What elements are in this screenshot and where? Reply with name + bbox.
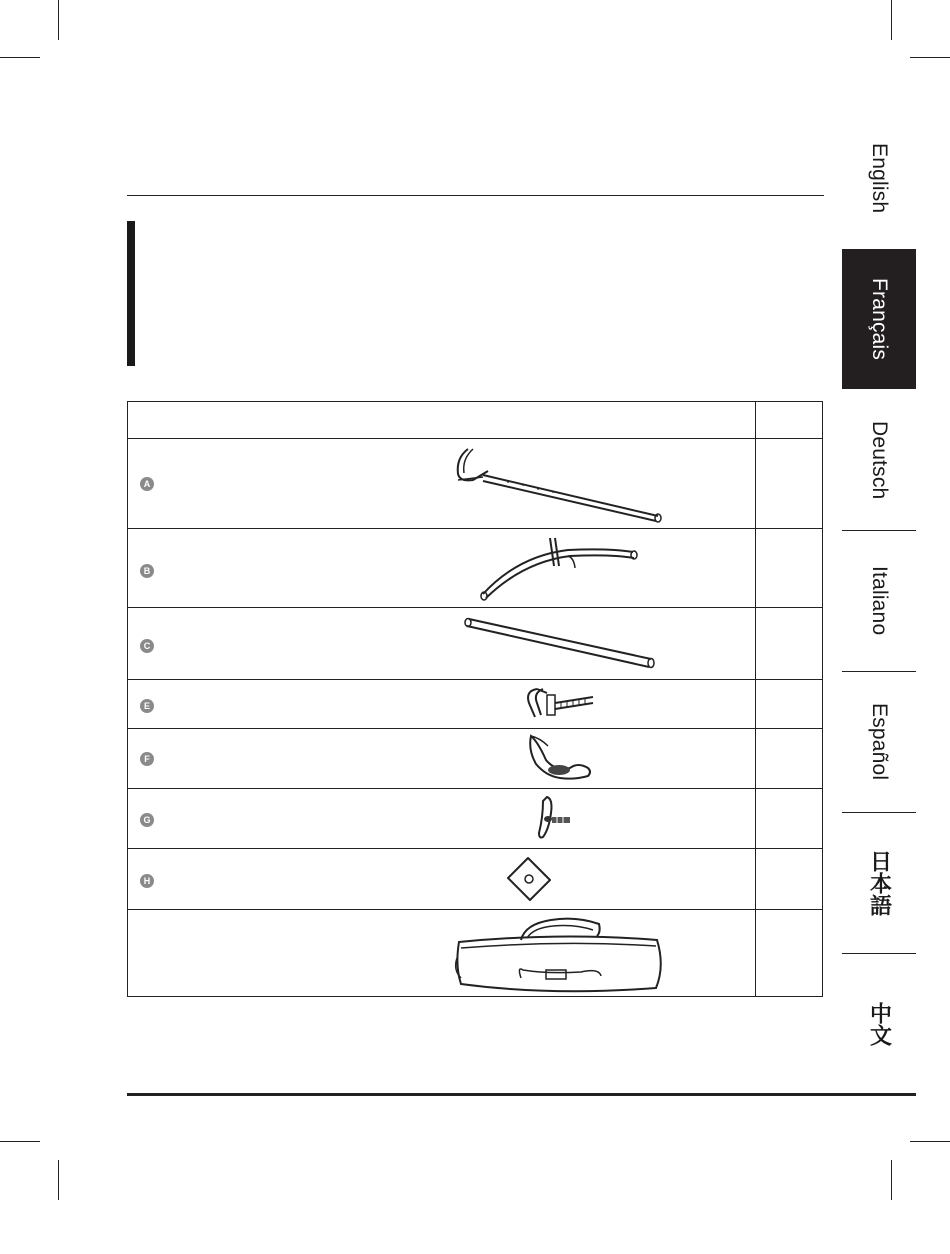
crop-mark [58, 0, 59, 40]
hook-bolt-icon [523, 685, 603, 725]
stand-base-arm-icon [453, 444, 668, 524]
tab-italiano[interactable] [842, 531, 916, 671]
parts-table [127, 401, 823, 997]
crop-mark [0, 1141, 40, 1142]
table-row-line [128, 528, 822, 529]
tab-chinese[interactable] [842, 954, 916, 1094]
table-row-line [128, 438, 822, 439]
language-tabs [842, 108, 916, 1098]
table-row-line [128, 848, 822, 849]
crop-mark [0, 57, 40, 58]
part-label-b: B [140, 564, 154, 578]
quantity-column-divider [755, 402, 756, 996]
tab-label: 中文 [866, 1002, 892, 1046]
tab-label: 日本語 [866, 850, 892, 916]
part-label-e: E [140, 699, 154, 713]
crop-mark [58, 1160, 59, 1200]
tab-label: Italiano [868, 566, 891, 636]
thumb-screw-icon [533, 793, 583, 843]
table-row-line [128, 679, 822, 680]
square-washer-icon [504, 854, 554, 904]
crop-mark [910, 1141, 950, 1142]
tab-francais[interactable] [842, 249, 916, 389]
part-label-h: H [140, 874, 154, 888]
crop-mark [891, 0, 892, 40]
tab-label: Español [868, 703, 891, 781]
part-label-c: C [140, 639, 154, 653]
table-row-line [128, 788, 822, 789]
crop-mark [891, 1160, 892, 1200]
part-label-a: A [140, 477, 154, 491]
tab-deutsch[interactable] [842, 390, 916, 530]
tab-espanol[interactable] [842, 672, 916, 812]
header-rule [127, 195, 824, 196]
tab-label: English [868, 142, 891, 214]
footer-rule [127, 1093, 916, 1096]
part-label-f: F [140, 752, 154, 766]
table-row-line [128, 607, 822, 608]
wing-nut-icon [526, 732, 596, 784]
tab-japanese[interactable] [842, 813, 916, 953]
carry-bag-icon [451, 914, 671, 994]
tab-english[interactable] [842, 108, 916, 248]
crop-mark [910, 57, 950, 58]
table-row-line [128, 909, 822, 910]
tab-label: Deutsch [868, 420, 891, 500]
straight-tube-icon [461, 615, 661, 673]
curved-arm-icon [478, 536, 643, 602]
part-label-g: G [140, 813, 154, 827]
tab-label: Français [868, 277, 891, 361]
section-heading-bar [127, 221, 135, 366]
table-row-line [128, 728, 822, 729]
